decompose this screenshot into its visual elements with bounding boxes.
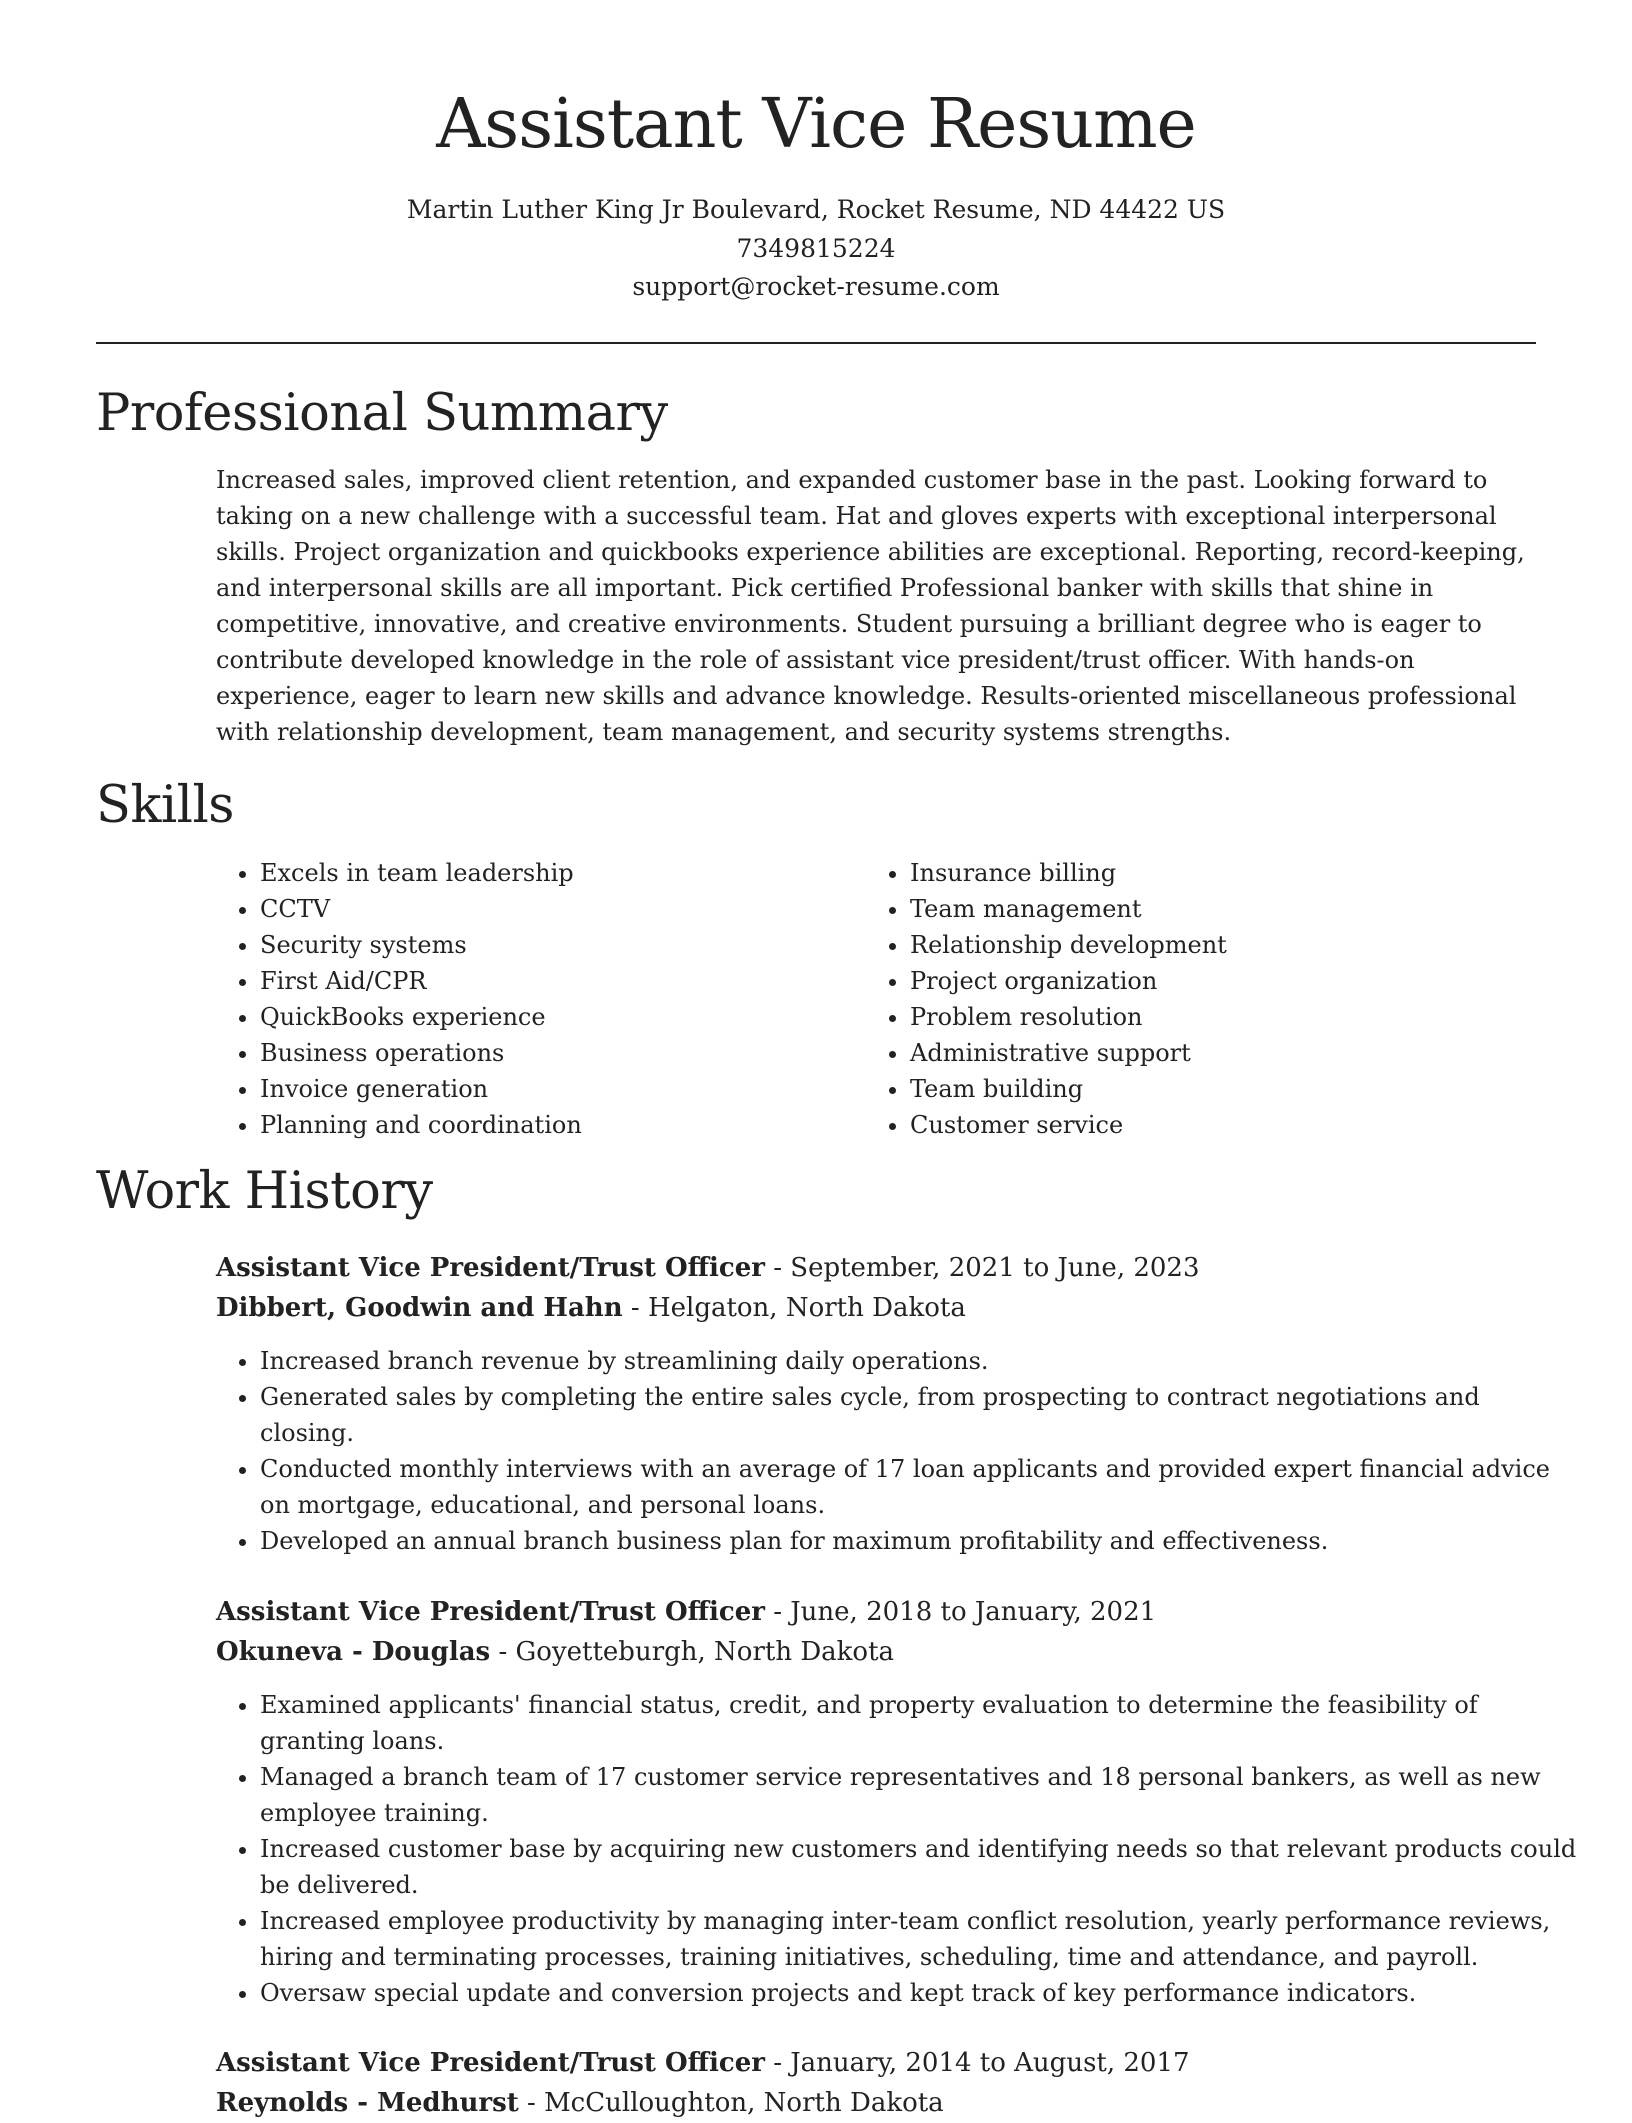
skill-item: • Excels in team leadership xyxy=(260,855,880,891)
skill-item: • Administrative support xyxy=(910,1035,1530,1071)
job-location: - Goyetteburgh, North Dakota xyxy=(490,1637,895,1667)
skill-item: • Insurance billing xyxy=(910,855,1530,891)
job-title: Assistant Vice President/Trust Officer xyxy=(216,1253,765,1283)
job-location: - Helgaton, North Dakota xyxy=(622,1293,966,1323)
job-company-line xyxy=(216,2083,944,2123)
job-company-line xyxy=(216,1288,966,1328)
job-bullets xyxy=(216,1343,1580,1559)
skill-item: • Business operations xyxy=(260,1035,880,1071)
job-bullet: • Developed an annual branch business plan for maximum profitability and effectiveness. xyxy=(260,1523,1580,1559)
job-bullet: • Oversaw special update and conversion projects and kept track of key performance indicators. xyxy=(260,1975,1580,2011)
skill-item: • QuickBooks experience xyxy=(260,999,880,1035)
summary-text: Increased sales, improved client retention, and expanded customer base in the past. Looking forward to taking on a new challenge with a successful team. Hat and gloves experts with exceptional interpersonal skills. Project organization and quickbooks experience abilities are exceptional. Reporting, record-keeping, and interpersonal skills are all important. Pick certified Professional banker with skills that shine in competitive, innovative, and creative environments. Student pursuing a brilliant degree who is eager to contribute developed knowledge in the role of assistant vice president/trust officer. With hands-on experience, eager to learn new skills and advance knowledge. Results-oriented miscellaneous professional with relationship development, team management, and security systems strengths. xyxy=(216,466,1525,746)
skill-item: • Project organization xyxy=(910,963,1530,999)
skill-item: • Invoice generation xyxy=(260,1071,880,1107)
job-dates: - June, 2018 to January, 2021 xyxy=(764,1597,1157,1627)
job-bullet: • Generated sales by completing the entire sales cycle, from prospecting to contract negotiations and closing. xyxy=(260,1379,1580,1451)
job-title-line xyxy=(216,2043,1190,2083)
contact-email: support@rocket-resume.com xyxy=(632,272,1000,301)
section-title-skills: Skills xyxy=(96,776,234,835)
job-bullet: • Increased branch revenue by streamlining daily operations. xyxy=(260,1343,1580,1379)
skill-item: • CCTV xyxy=(260,891,880,927)
job-location: - McCulloughton, North Dakota xyxy=(518,2088,944,2118)
job-company: Dibbert, Goodwin and Hahn xyxy=(216,1293,623,1323)
header-divider xyxy=(96,342,1536,344)
job-bullet: • Managed a branch team of 17 customer service representatives and 18 personal bankers, as well as new employee training. xyxy=(260,1759,1580,1831)
job-title: Assistant Vice President/Trust Officer xyxy=(216,2048,765,2078)
job-bullet: • Examined applicants' financial status, credit, and property evaluation to determine the feasibility of granting loans. xyxy=(260,1687,1580,1759)
skill-item: • Planning and coordination xyxy=(260,1107,880,1143)
skill-item: • First Aid/CPR xyxy=(260,963,880,999)
job-title-line xyxy=(216,1248,1200,1288)
job-title: Assistant Vice President/Trust Officer xyxy=(216,1597,765,1627)
section-title-summary: Professional Summary xyxy=(96,384,668,443)
resume-name: Assistant Vice Resume xyxy=(436,85,1196,164)
skill-item: • Security systems xyxy=(260,927,880,963)
contact-phone: 7349815224 xyxy=(736,234,896,263)
job-bullet: • Conducted monthly interviews with an average of 17 loan applicants and provided expert financial advice on mortgage, educational, and personal loans. xyxy=(260,1451,1580,1523)
skills-list-right xyxy=(866,855,1530,1143)
job-bullet: • Increased employee productivity by managing inter-team conflict resolution, yearly performance reviews, hiring and terminating processes, training initiatives, scheduling, time and attendance, and payroll. xyxy=(260,1903,1580,1975)
job-dates: - January, 2014 to August, 2017 xyxy=(764,2048,1190,2078)
skill-item: • Relationship development xyxy=(910,927,1530,963)
job-company: Reynolds - Medhurst xyxy=(216,2088,519,2118)
skill-item: • Team building xyxy=(910,1071,1530,1107)
job-dates: - September, 2021 to June, 2023 xyxy=(764,1253,1200,1283)
section-title-work-history: Work History xyxy=(96,1162,433,1221)
skill-item: • Problem resolution xyxy=(910,999,1530,1035)
job-company-line xyxy=(216,1632,894,1672)
job-bullet: • Increased customer base by acquiring new customers and identifying needs so that relevant products could be delivered. xyxy=(260,1831,1580,1903)
skill-item: • Team management xyxy=(910,891,1530,927)
contact-address: Martin Luther King Jr Boulevard, Rocket Resume, ND 44422 US xyxy=(406,195,1226,224)
skill-item: • Customer service xyxy=(910,1107,1530,1143)
job-company: Okuneva - Douglas xyxy=(216,1637,491,1667)
skills-list-left xyxy=(216,855,880,1143)
job-bullets xyxy=(216,1687,1580,2011)
job-title-line xyxy=(216,1592,1156,1632)
